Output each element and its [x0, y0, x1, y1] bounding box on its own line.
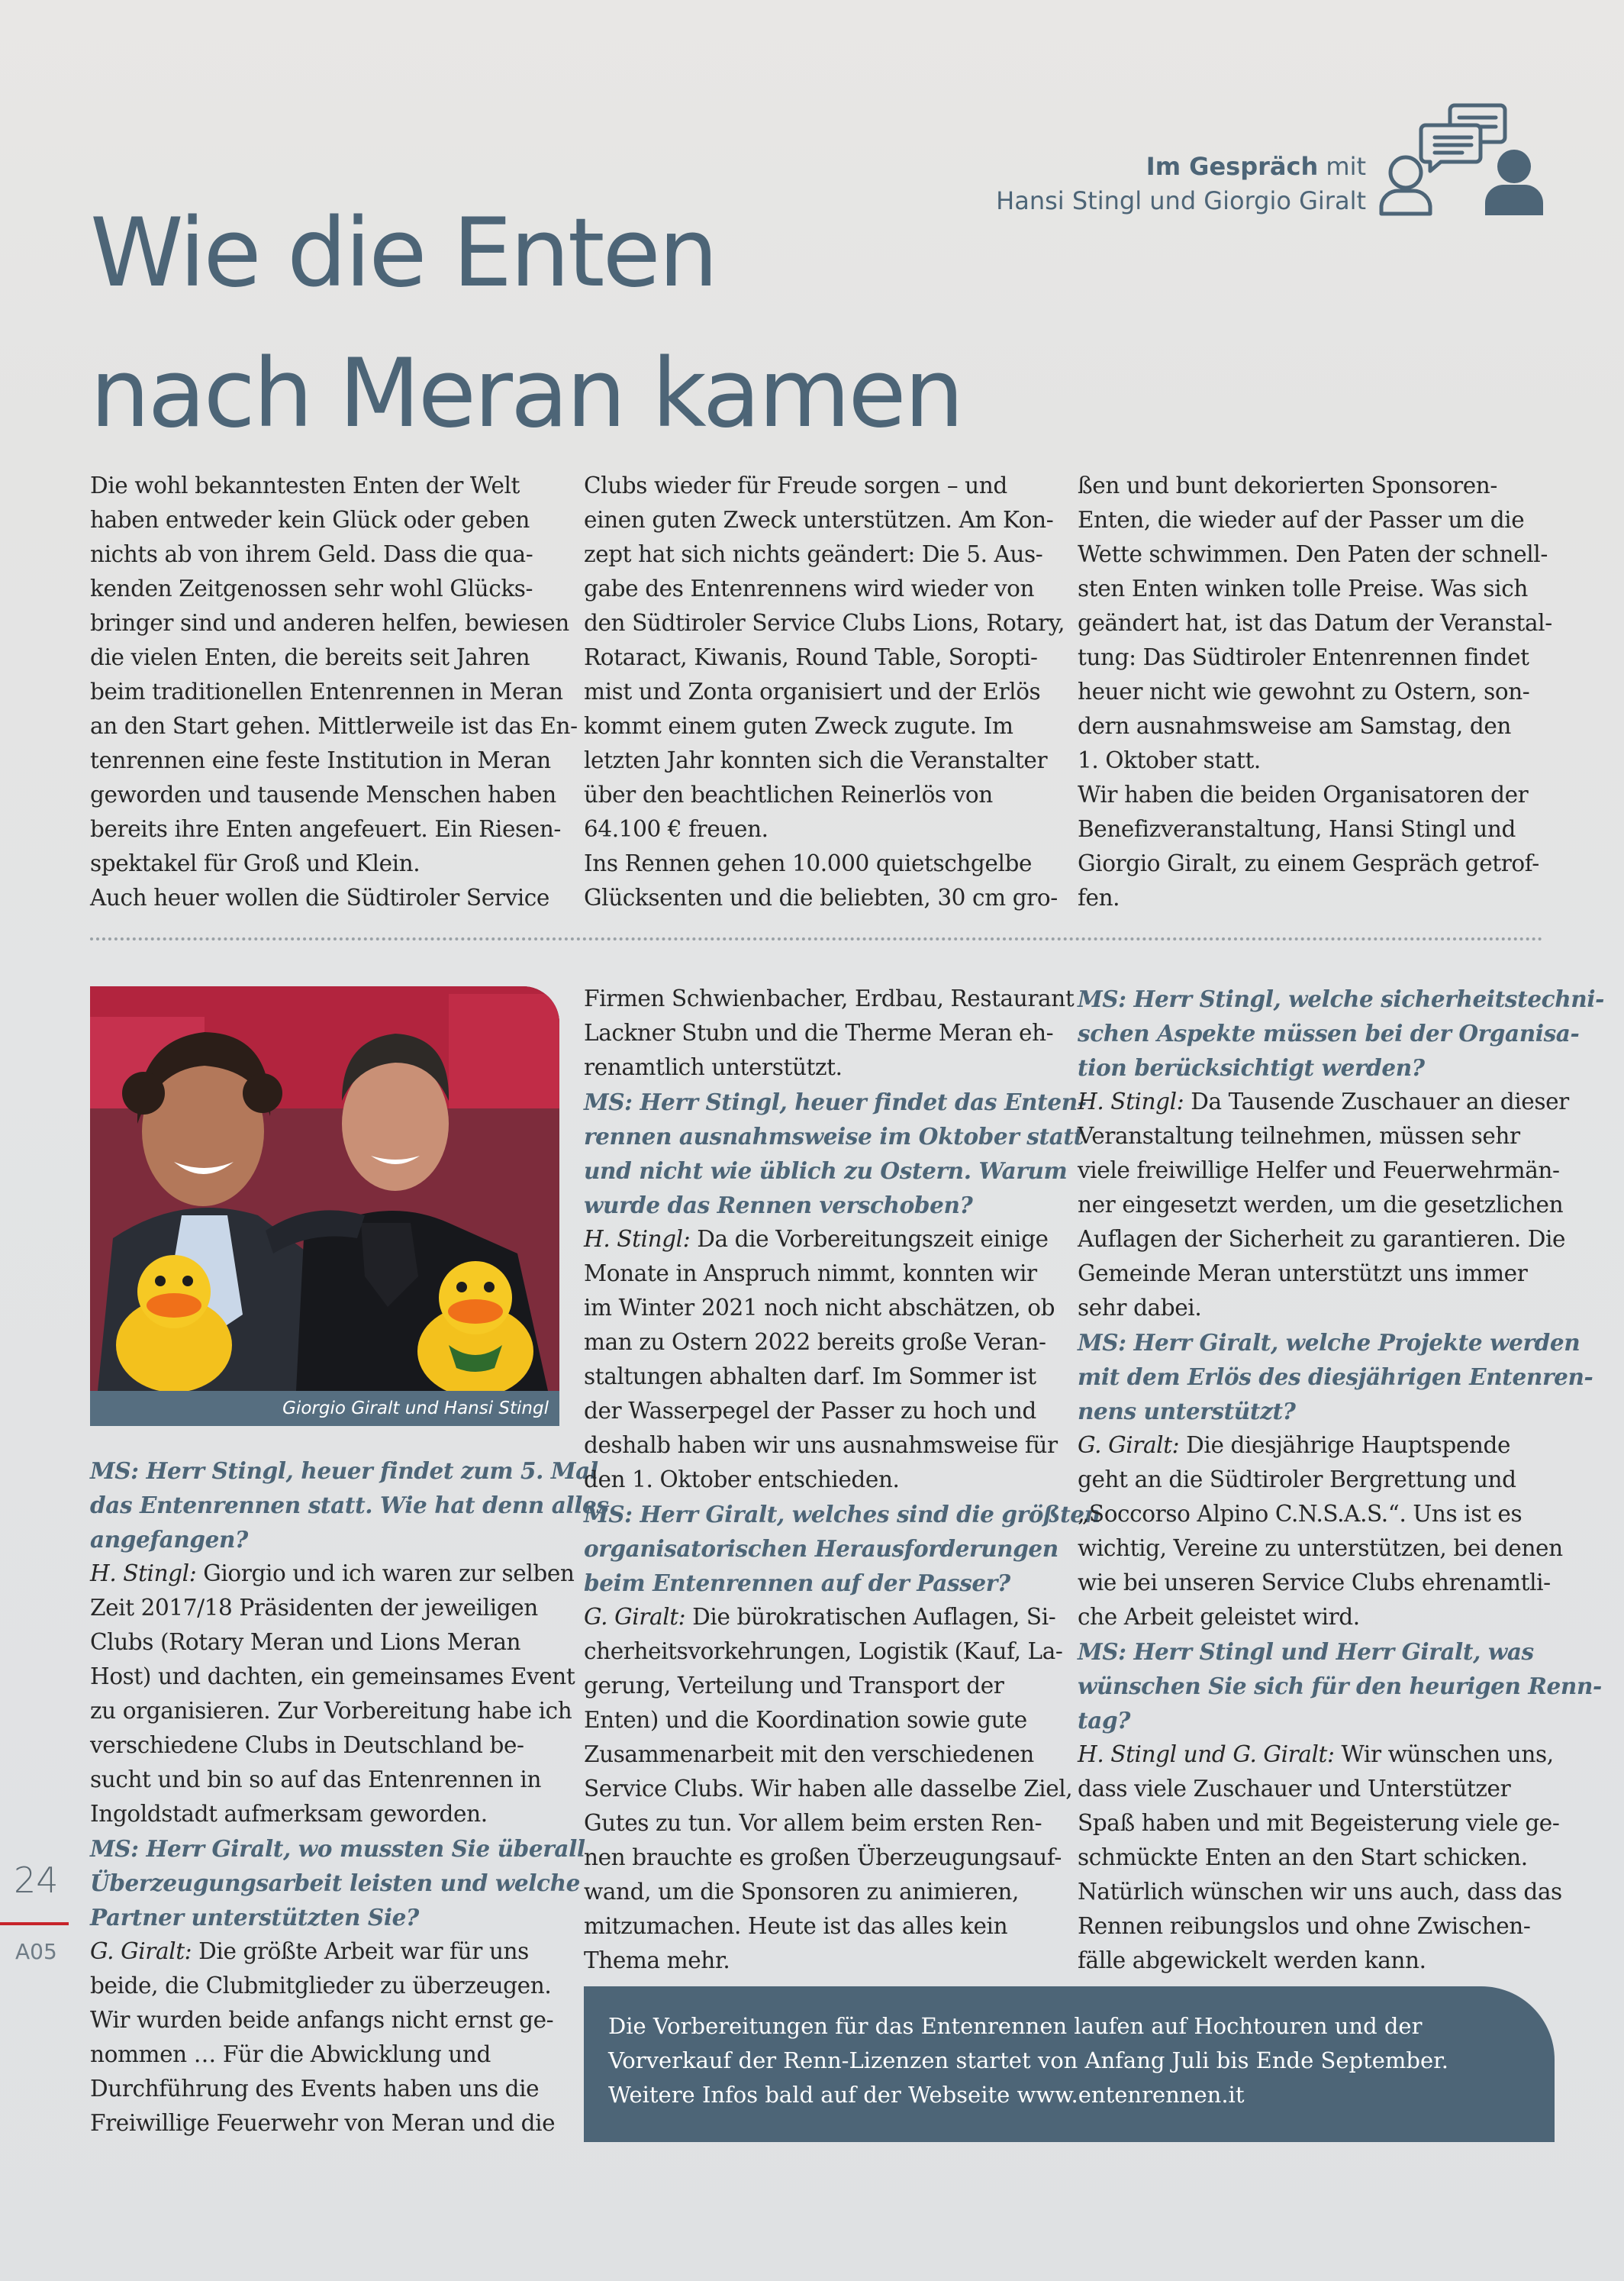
interview-answer-line — [584, 1222, 1100, 1257]
kicker-names: Hansi Stingl und Giorgio Giralt — [996, 186, 1366, 215]
intro-text-line: Glücksenten und die beliebten, 30 cm gro- — [584, 885, 1058, 911]
answer-text: Thema mehr. — [584, 1947, 730, 1973]
interview-answer-line — [1078, 1600, 1604, 1634]
answer-text: Da Tausende Zuschauer an dieser — [1184, 1089, 1569, 1115]
info-box-line: Weitere Infos bald auf der Webseite www.entenrennen.it — [608, 2082, 1245, 2108]
interview-answer-line — [90, 1557, 609, 1591]
answer-text: wand, um die Sponsoren zu animieren, — [584, 1879, 1020, 1905]
headline-line-2: nach Meran kamen — [90, 339, 962, 449]
answer-text: Host) und dachten, ein gemeinsames Event — [90, 1663, 575, 1689]
interview-column-2 — [584, 982, 1100, 1978]
interview-answer-line — [584, 1325, 1100, 1360]
interview-answer-line — [1078, 1909, 1604, 1944]
interview-answer-line — [584, 1737, 1100, 1772]
intro-text-line: geändert hat, ist das Datum der Veranstal- — [1078, 610, 1552, 636]
interview-question-line: beim Entenrennen auf der Passer? — [584, 1570, 1010, 1596]
interview-answer-line — [90, 1934, 609, 1969]
interview-answer-line — [1078, 1944, 1604, 1978]
intro-text-line: Wette schwimmen. Den Paten der schnell- — [1078, 541, 1548, 567]
intro-text-line: letzten Jahr konnten sich die Veranstalter — [584, 747, 1048, 773]
interview-answer-line — [584, 1428, 1100, 1463]
answer-text: Die diesjährige Hauptspende — [1179, 1432, 1511, 1458]
interview-answer-line — [90, 2037, 609, 2072]
interview-answer-line — [90, 2106, 609, 2141]
answer-text: Veranstaltung teilnehmen, müssen sehr — [1078, 1123, 1520, 1149]
answer-text: Auflagen der Sicherheit zu garantieren. Die — [1078, 1226, 1566, 1252]
interview-answer-line — [90, 1694, 609, 1728]
intro-text-line: sten Enten winken tolle Preise. Was sich — [1078, 576, 1528, 602]
interview-answer-line — [584, 1600, 1100, 1634]
intro-text-line: tenrennen eine feste Institution in Meran — [90, 747, 551, 773]
interview-question-line: MS: Herr Stingl, heuer findet zum 5. Mal — [90, 1457, 598, 1484]
interview-answer-line — [584, 1703, 1100, 1737]
answer-text: beide, die Clubmitglieder zu überzeugen. — [90, 1973, 552, 1999]
interview-answer-line — [584, 1360, 1100, 1394]
answer-text: Clubs (Rotary Meran und Lions Meran — [90, 1629, 521, 1655]
info-box — [584, 1986, 1555, 2142]
answer-text: geht an die Südtiroler Bergrettung und — [1078, 1466, 1516, 1492]
intro-text-line: Wir haben die beiden Organisatoren der — [1078, 782, 1529, 808]
intro-text-line: 64.100 € freuen. — [584, 816, 768, 842]
answer-text: wichtig, Vereine zu unterstützen, bei denen — [1078, 1535, 1563, 1561]
speaker-name: H. Stingl: — [90, 1560, 197, 1586]
answer-text: wie bei unseren Service Clubs ehrenamtli- — [1078, 1570, 1551, 1595]
intro-text-line: Ins Rennen gehen 10.000 quietschgelbe — [584, 850, 1033, 876]
interview-answer-line — [1078, 1875, 1604, 1909]
interview-question-line: wurde das Rennen verschoben? — [584, 1192, 973, 1218]
intro-column-1 — [90, 469, 578, 915]
answer-text: dass viele Zuschauer und Unterstützer — [1078, 1776, 1511, 1802]
answer-text: Spaß haben und mit Begeisterung viele ge- — [1078, 1810, 1560, 1836]
answer-text: che Arbeit geleistet wird. — [1078, 1604, 1360, 1630]
page-code: A05 — [15, 1939, 57, 1964]
answer-text: „Soccorso Alpino C.N.S.A.S.“. Uns ist es — [1078, 1501, 1522, 1527]
interview-column-3 — [1078, 982, 1604, 1978]
answer-text: Wir wünschen uns, — [1334, 1741, 1554, 1767]
answer-text: Firmen Schwienbacher, Erdbau, Restaurant — [584, 986, 1075, 1011]
interview-answer-line — [584, 1669, 1100, 1703]
info-box-line: Vorverkauf der Renn-Lizenzen startet von Anfang Juli bis Ende September. — [608, 2047, 1448, 2073]
intro-text-line: den Südtiroler Service Clubs Lions, Rotary, — [584, 610, 1065, 636]
interview-answer-line — [1078, 1119, 1604, 1153]
interview-answer-line — [584, 1463, 1100, 1497]
intro-text-line: beim traditionellen Entenrennen in Meran — [90, 679, 563, 705]
answer-text: Wir wurden beide anfangs nicht ernst ge- — [90, 2007, 554, 2033]
answer-text: staltungen abhalten darf. Im Sommer ist — [584, 1363, 1036, 1389]
info-box-line: Die Vorbereitungen für das Entenrennen laufen auf Hochtouren und der — [608, 2013, 1423, 2039]
intro-text-line: haben entweder kein Glück oder geben — [90, 507, 530, 533]
answer-text: Freiwillige Feuerwehr von Meran und die — [90, 2110, 556, 2136]
intro-text-line: fen. — [1078, 885, 1120, 911]
intro-text-line: tung: Das Südtiroler Entenrennen findet — [1078, 644, 1529, 670]
interview-answer-line — [584, 1050, 1100, 1085]
intro-text-line: Giorgio Giralt, zu einem Gespräch getrof- — [1078, 850, 1539, 876]
interview-question-line: MS: Herr Stingl, heuer findet das Enten- — [584, 1089, 1087, 1115]
section-kicker — [996, 150, 1366, 218]
interview-answer-line — [1078, 1428, 1604, 1463]
interview-question-line: Partner unterstützten Sie? — [90, 1904, 419, 1931]
answer-text: Die bürokratischen Auflagen, Si- — [685, 1604, 1056, 1630]
answer-text: Da die Vorbereitungszeit einige — [690, 1226, 1049, 1252]
interview-answer-line — [90, 1625, 609, 1660]
interview-answer-line — [90, 1660, 609, 1694]
speaker-name: H. Stingl und G. Giralt: — [1078, 1741, 1335, 1767]
intro-column-3 — [1078, 469, 1552, 915]
intro-text-line: über den beachtlichen Reinerlös von — [584, 782, 993, 808]
interview-answer-line — [1078, 1806, 1604, 1841]
interview-answer-line — [90, 1969, 609, 2003]
interview-answer-line — [1078, 1737, 1604, 1772]
interview-question-line: MS: Herr Giralt, welches sind die größten — [584, 1501, 1100, 1528]
interview-answer-line — [1078, 1463, 1604, 1497]
interview-question-line: nens unterstützt? — [1078, 1398, 1296, 1424]
interview-answer-line — [584, 1806, 1100, 1841]
interview-answer-line — [90, 1591, 609, 1625]
interview-answer-line — [1078, 1772, 1604, 1806]
answer-text: Natürlich wünschen wir uns auch, dass das — [1078, 1879, 1562, 1905]
page-number: 24 — [14, 1860, 59, 1901]
interview-answer-line — [584, 1909, 1100, 1944]
section-divider — [90, 937, 1543, 940]
answer-text: schmückte Enten an den Start schicken. — [1078, 1844, 1528, 1870]
answer-text: im Winter 2021 noch nicht abschätzen, ob — [584, 1295, 1055, 1321]
answer-text: Service Clubs. Wir haben alle dasselbe Ziel, — [584, 1776, 1073, 1802]
interview-answer-line — [1078, 1222, 1604, 1257]
intro-text-line: die vielen Enten, die bereits seit Jahren — [90, 644, 530, 670]
intro-text-line: heuer nicht wie gewohnt zu Ostern, son- — [1078, 679, 1530, 705]
intro-text-line: kommt einem guten Zweck zugute. Im — [584, 713, 1013, 739]
intro-text-line: nichts ab von ihrem Geld. Dass die qua- — [90, 541, 533, 567]
intro-text-line: zept hat sich nichts geändert: Die 5. Aus- — [584, 541, 1043, 567]
interview-question-line: tion berücksichtigt werden? — [1078, 1054, 1425, 1081]
answer-text: mitzumachen. Heute ist das alles kein — [584, 1913, 1008, 1939]
interview-answer-line — [90, 2003, 609, 2037]
speaker-name: G. Giralt: — [1078, 1432, 1180, 1458]
intro-text-line: gabe des Entenrennens wird wieder von — [584, 576, 1035, 602]
interview-answer-line — [584, 1257, 1100, 1291]
interview-answer-line — [584, 1944, 1100, 1978]
interview-question-line: rennen ausnahmsweise im Oktober statt — [584, 1123, 1084, 1150]
answer-text: viele freiwillige Helfer und Feuerwehrmän- — [1078, 1157, 1560, 1183]
answer-text: gerung, Verteilung und Transport der — [584, 1673, 1004, 1699]
speaker-name: H. Stingl: — [584, 1226, 691, 1252]
answer-text: Lackner Stubn und die Therme Meran eh- — [584, 1020, 1054, 1046]
interview-answer-line — [1078, 1566, 1604, 1600]
interview-answer-line — [584, 1394, 1100, 1428]
intro-text-line: geworden und tausende Menschen haben — [90, 782, 556, 808]
answer-text: Gutes zu tun. Vor allem beim ersten Ren- — [584, 1810, 1042, 1836]
interview-question-line: wünschen Sie sich für den heurigen Renn- — [1078, 1673, 1602, 1699]
answer-text: nommen … Für die Abwicklung und — [90, 2041, 491, 2067]
intro-text-line: Die wohl bekanntesten Enten der Welt — [90, 473, 520, 498]
interview-question-line: das Entenrennen statt. Wie hat denn alles — [90, 1492, 609, 1518]
answer-text: zu organisieren. Zur Vorbereitung habe ich — [90, 1698, 572, 1724]
interview-answer-line — [90, 1797, 609, 1831]
interview-answer-line — [1078, 1153, 1604, 1188]
answer-text: sehr dabei. — [1078, 1295, 1202, 1321]
intro-text-line: Enten, die wieder auf der Passer um die — [1078, 507, 1525, 533]
interview-answer-line — [584, 1875, 1100, 1909]
interview-question-line: MS: Herr Stingl und Herr Giralt, was — [1078, 1638, 1534, 1665]
intro-text-line: dern ausnahmsweise am Samstag, den — [1078, 713, 1512, 739]
interview-question-line: MS: Herr Stingl, welche sicherheitstechni- — [1078, 986, 1604, 1012]
interview-answer-line — [1078, 1188, 1604, 1222]
interview-answer-line — [584, 1772, 1100, 1806]
interview-answer-line — [584, 1291, 1100, 1325]
photo-caption: Giorgio Giralt und Hansi Stingl — [90, 1391, 559, 1426]
page-marker-rule — [0, 1922, 69, 1925]
interview-answer-line — [90, 1763, 609, 1797]
answer-text: nen brauchte es großen Überzeugungsauf- — [584, 1844, 1062, 1870]
intro-text-line: ßen und bunt dekorierten Sponsoren- — [1078, 473, 1497, 498]
interview-answer-line — [1078, 1497, 1604, 1531]
answer-text: der Wasserpegel der Passer zu hoch und — [584, 1398, 1036, 1424]
interview-answer-line — [1078, 1257, 1604, 1291]
answer-text: Enten) und die Koordination sowie gute — [584, 1707, 1027, 1733]
answer-text: sucht und bin so auf das Entenrennen in — [90, 1766, 542, 1792]
intro-text-line: Rotaract, Kiwanis, Round Table, Soropti- — [584, 644, 1038, 670]
intro-text-line: einen guten Zweck unterstützen. Am Kon- — [584, 507, 1054, 533]
intro-text-line: Clubs wieder für Freude sorgen – und — [584, 473, 1007, 498]
interview-question-line: mit dem Erlös des diesjährigen Entenren- — [1078, 1363, 1593, 1390]
answer-text: ner eingesetzt werden, um die gesetzlichen — [1078, 1192, 1564, 1218]
interview-question-line: tag? — [1078, 1707, 1131, 1734]
answer-text: Ingoldstadt aufmerksam geworden. — [90, 1801, 488, 1827]
answer-text: Durchführung des Events haben uns die — [90, 2076, 540, 2102]
answer-text: Die größte Arbeit war für uns — [192, 1938, 529, 1964]
headline-line-1: Wie die Enten — [90, 198, 717, 308]
intro-text-line: bringer sind und anderen helfen, bewiesen — [90, 610, 569, 636]
intro-column-2 — [584, 469, 1065, 915]
speaker-name: G. Giralt: — [584, 1604, 686, 1630]
kicker-bold: Im Gespräch — [1146, 152, 1319, 181]
conversation-icon — [1378, 99, 1551, 221]
interview-answer-line — [90, 2072, 609, 2106]
answer-text: renamtlich unterstützt. — [584, 1054, 843, 1080]
photo-illustration — [90, 986, 559, 1391]
interview-answer-line — [584, 1634, 1100, 1669]
interview-answer-line — [1078, 1841, 1604, 1875]
answer-text: Monate in Anspruch nimmt, konnten wir — [584, 1260, 1037, 1286]
interview-answer-line — [584, 1841, 1100, 1875]
answer-text: Rennen reibungslos und ohne Zwischen- — [1078, 1913, 1531, 1939]
intro-text-line: Benefizveranstaltung, Hansi Stingl und — [1078, 816, 1516, 842]
interview-answer-line — [584, 982, 1100, 1016]
interview-question-line: MS: Herr Giralt, wo mussten Sie überall — [90, 1835, 585, 1862]
intro-text-line: bereits ihre Enten angefeuert. Ein Riesen- — [90, 816, 561, 842]
intro-text-line: an den Start gehen. Mittlerweile ist das En- — [90, 713, 578, 739]
interview-question-line: MS: Herr Giralt, welche Projekte werden — [1078, 1329, 1580, 1356]
interview-column-1 — [90, 1453, 609, 2141]
interview-answer-line — [1078, 1291, 1604, 1325]
intro-text-line: kenden Zeitgenossen sehr wohl Glücks- — [90, 576, 533, 602]
interview-question-line: Überzeugungsarbeit leisten und welche — [90, 1870, 580, 1896]
answer-text: den 1. Oktober entschieden. — [584, 1466, 900, 1492]
answer-text: man zu Ostern 2022 bereits große Veran- — [584, 1329, 1046, 1355]
answer-text: Zeit 2017/18 Präsidenten der jeweiligen — [90, 1595, 538, 1621]
interview-question-line: schen Aspekte müssen bei der Organisa- — [1078, 1020, 1580, 1047]
interview-answer-line — [584, 1016, 1100, 1050]
speaker-name: G. Giralt: — [90, 1938, 192, 1964]
answer-text: Gemeinde Meran unterstützt uns immer — [1078, 1260, 1528, 1286]
interview-answer-line — [90, 1728, 609, 1763]
answer-text: verschiedene Clubs in Deutschland be- — [90, 1732, 524, 1758]
answer-text: deshalb haben wir uns ausnahmsweise für — [584, 1432, 1058, 1458]
interview-photo — [90, 986, 559, 1426]
answer-text: Zusammenarbeit mit den verschiedenen — [584, 1741, 1034, 1767]
interview-answer-line — [1078, 1531, 1604, 1566]
interview-answer-line — [1078, 1085, 1604, 1119]
interview-question-line: und nicht wie üblich zu Ostern. Warum — [584, 1157, 1068, 1184]
kicker-rest: mit — [1318, 152, 1366, 181]
speaker-name: H. Stingl: — [1078, 1089, 1184, 1115]
interview-question-line: organisatorischen Herausforderungen — [584, 1535, 1058, 1562]
answer-text: cherheitsvorkehrungen, Logistik (Kauf, La- — [584, 1638, 1063, 1664]
intro-text-line: Auch heuer wollen die Südtiroler Service — [90, 885, 549, 911]
headline — [90, 183, 962, 464]
intro-text-line: mist und Zonta organisiert und der Erlös — [584, 679, 1041, 705]
answer-text: Giorgio und ich waren zur selben — [196, 1560, 575, 1586]
answer-text: fälle abgewickelt werden kann. — [1078, 1947, 1426, 1973]
interview-question-line: angefangen? — [90, 1526, 248, 1553]
intro-text-line: spektakel für Groß und Klein. — [90, 850, 420, 876]
intro-text-line: 1. Oktober statt. — [1078, 747, 1261, 773]
